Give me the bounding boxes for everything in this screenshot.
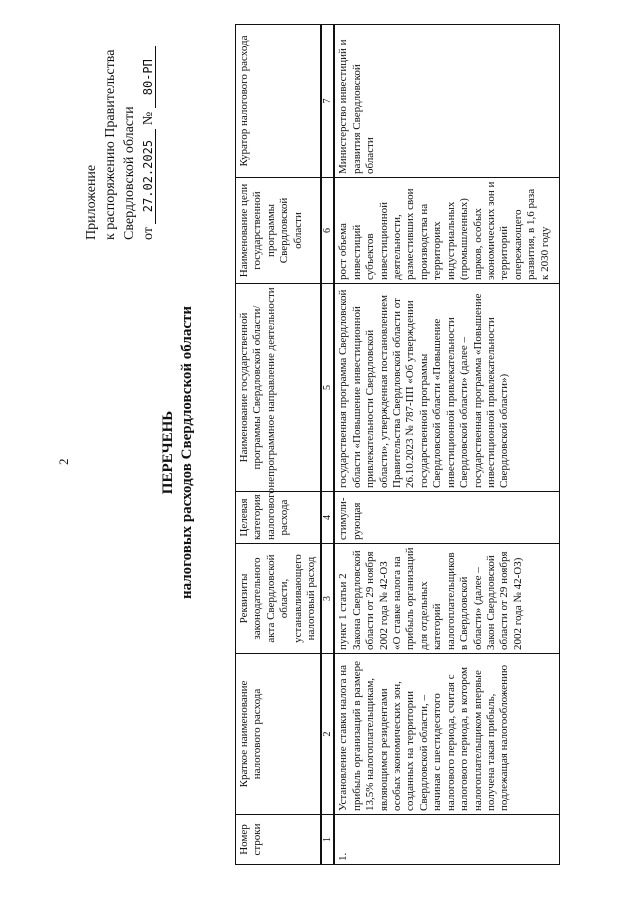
date-prefix: от	[141, 227, 156, 240]
table-row	[334, 25, 560, 865]
header-cell: Краткое наименование налогового расхода	[236, 654, 322, 815]
column-number: 7	[321, 25, 334, 178]
target-category: стимули-рующая	[334, 492, 560, 544]
column-number: 5	[321, 284, 334, 492]
column-number-row	[321, 25, 334, 865]
state-program: государственная программа Свердловской области «Повышение инвестиционной привлекательности Свердловской области», утвержденная постановлением Правительства Свердловской области от 26.10.2023 № 787-ПП «Об утверждении государственной программы Свердловской области «Повышение инвестиционной привлекательности Свердловской области» (далее – государственная программа «Повышение инвестиционной привлекательности Свердловской области»)	[334, 284, 560, 492]
program-goal: рост объема инвестиций субъектов инвестиционной деятельности, разместивших свои производства на территориях индустриальных (промышленных) парков, особых экономических зон и территорий опережающего развития, в 1,6 раза к 2030 году	[334, 178, 560, 284]
column-number: 6	[321, 178, 334, 284]
header-cell: Наименование государственной программы Свердловской области/непрограммное направление деятельности	[236, 284, 322, 492]
table-header-row	[236, 25, 322, 865]
header-cell: Реквизиты законодательного акта Свердловской области, устанавливающего налоговый расход	[236, 544, 322, 654]
page-number: 2	[56, 458, 71, 465]
title-main: ПЕРЕЧЕНЬ	[160, 410, 176, 495]
column-number: 4	[321, 492, 334, 544]
legal-act: пункт 1 статьи 2 Закона Свердловской области от 29 ноября 2002 года № 42-ОЗ «О ставке налога на прибыль организаций для отдельных категорий налогоплательщиков в Свердловской области» (далее – Закон Свердловской области от 29 ноября 2002 года № 42-ОЗ)	[334, 544, 560, 654]
tax-expenditure-table	[235, 24, 560, 865]
appendix-date-line	[139, 0, 158, 240]
row-number: 1.	[334, 815, 560, 865]
column-number: 3	[321, 544, 334, 654]
header-cell: Целевая категория налогового расхода	[236, 492, 322, 544]
curator: Министерство инвестиций и развития Свердловской области	[334, 25, 560, 178]
appendix-line: к распоряжению Правительства	[103, 49, 118, 240]
number-sign: №	[141, 111, 156, 126]
expenditure-name: Установление ставки налога на прибыль организаций в размере 13,5% налогоплательщикам, являющимся резидентами особых экономических зон, созданных на территории Свердловской области, – начиная с шестидесятого налогового периода, считая с налогового периода, в котором налогоплательщиком впервые получена такая прибыль, подлежащая налогообложению	[334, 654, 560, 815]
header-cell: Номер строки	[236, 815, 322, 865]
column-number: 2	[321, 654, 334, 815]
appendix-line: Свердловской области	[122, 106, 137, 240]
document-title	[159, 0, 197, 905]
header-cell: Куратор налогового расхода	[236, 25, 322, 178]
header-cell: Наименование цели государственной программы Свердловской области	[236, 178, 322, 284]
order-date: 27.02.2025	[141, 129, 156, 224]
appendix-line: Приложение	[84, 164, 99, 240]
order-number: 80-РП	[141, 46, 156, 108]
column-number: 1	[321, 815, 334, 865]
title-sub: налоговых расходов Свердловской области	[179, 305, 195, 600]
appendix-block	[82, 0, 158, 240]
